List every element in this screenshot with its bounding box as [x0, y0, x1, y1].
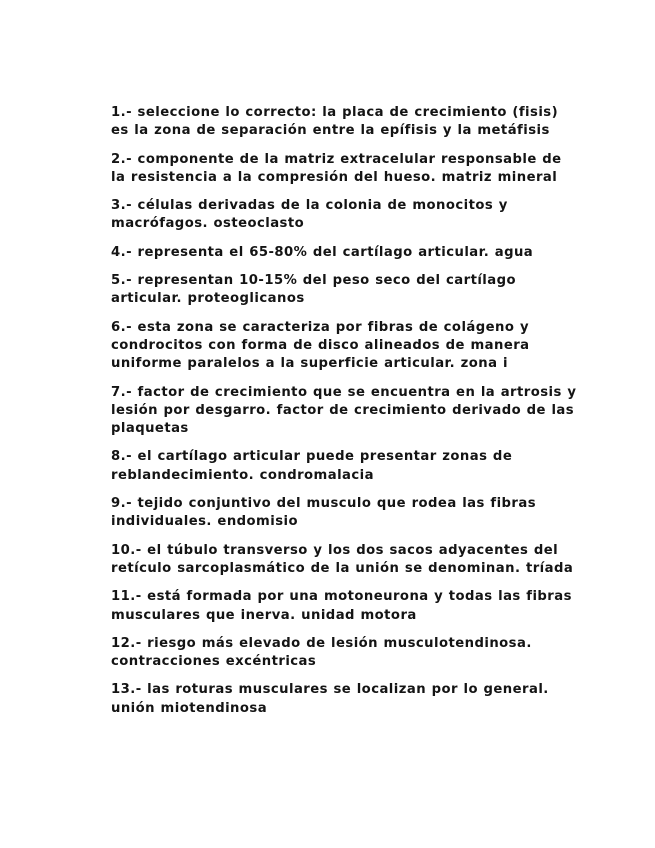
question-item-8: 8.- el cartílago articular puede presentar zonas de reblandecimiento. condromalacia — [111, 449, 513, 483]
question-item-2: 2.- componente de la matriz extracelular responsable de la resistencia a la compresión del hueso. matriz mineral — [111, 151, 562, 185]
question-item-6: 6.- esta zona se caracteriza por fibras de colágeno y condrocitos con forma de disco alineados de manera uniforme paralelos a la superficie articular. zona i — [111, 319, 530, 372]
question-item-13: 13.- las roturas musculares se localizan por lo general. unión miotendinosa — [111, 682, 549, 716]
question-list — [111, 104, 581, 728]
question-item-3: 3.- células derivadas de la colonia de monocitos y macrófagos. osteoclasto — [111, 198, 508, 232]
question-item-11: 11.- está formada por una motoneurona y todas las fibras musculares que inerva. unidad motora — [111, 589, 572, 623]
question-item-5: 5.- representan 10-15% del peso seco del cartílago articular. proteoglicanos — [111, 273, 517, 307]
question-item-1: 1.- seleccione lo correcto: la placa de crecimiento (fisis) es la zona de separación entre la epífisis y la metáfisis — [111, 105, 559, 139]
question-item-10: 10.- el túbulo transverso y los dos sacos adyacentes del retículo sarcoplasmático de la unión se denominan. tríada — [111, 542, 574, 576]
question-item-12: 12.- riesgo más elevado de lesión musculotendinosa. contracciones excéntricas — [111, 635, 532, 670]
question-item-9: 9.- tejido conjuntivo del musculo que rodea las fibras individuales. endomisio — [111, 496, 537, 530]
question-item-7: 7.- factor de crecimiento que se encuentra en la artrosis y lesión por desgarro. factor de crecimiento derivado de las plaquetas — [111, 384, 577, 437]
question-item-4: 4.- representa el 65-80% del cartílago articular. agua — [111, 244, 534, 260]
